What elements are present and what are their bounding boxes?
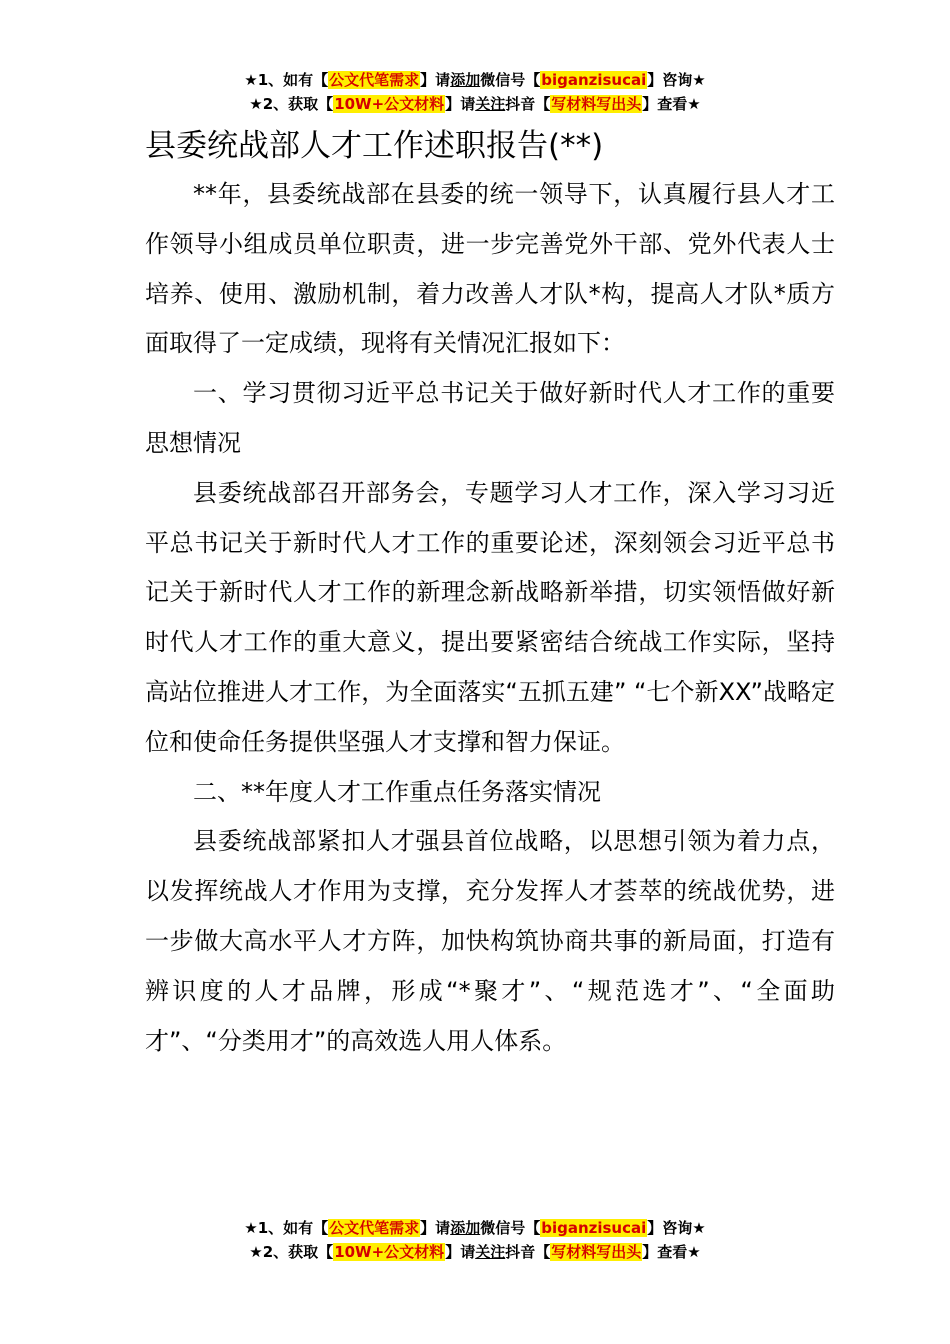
section-heading-2: 二、**年度人才工作重点任务落实情况 — [193, 777, 601, 806]
highlight-materials: 10W+公文材料 — [334, 1243, 445, 1261]
section-heading-1: 一、学习贯彻习近平总书记关于做好新时代人才工作的重要思想情况 — [145, 379, 835, 457]
paragraph-section-1: 县委统战部召开部务会，专题学习人才工作，深入学习习近平总书记关于新时代人才工作的重要论述，深刻领会习近平总书记关于新时代人才工作的新理念新战略新举措，切实领悟做好新时代人才工作的重大意义，提出要紧密结合统战工作实际，坚持高站位推进人才工作，为全面落实“五抓五建” “七个新XX”战略定位和使命任务提供坚强人才支撑和智力保证。 — [145, 478, 835, 756]
highlight-wechat-id: biganzisucai — [541, 71, 647, 89]
highlight-service: 公文代笔需求 — [329, 71, 420, 89]
banner-line-1: ★1、如有【公文代笔需求】请添加微信号【biganzisucai】咨询★ — [244, 71, 706, 89]
highlight-materials: 10W+公文材料 — [334, 95, 445, 113]
document-title: 县委统战部人才工作述职报告(**) — [145, 128, 604, 164]
highlight-douyin-id: 写材料写出头 — [551, 1243, 642, 1261]
paragraph-section-2: 县委统战部紧扣人才强县首位战略，以思想引领为着力点，以发挥统战人才作用为支撑，充分发挥人才荟萃的统战优势，进一步做大高水平人才方阵，加快构筑协商共事的新局面，打造有辨识度的人才品牌，形成“*聚才”、“规范选才”、“全面助才”、“分类用才”的高效选人用人体系。 — [145, 827, 835, 1055]
highlight-douyin-id: 写材料写出头 — [551, 95, 642, 113]
banner-line-1: ★1、如有【公文代笔需求】请添加微信号【biganzisucai】咨询★ — [244, 1219, 706, 1237]
footer-banner — [0, 1216, 950, 1264]
banner-line-2: ★2、获取【10W+公文材料】请关注抖音【写材料写出头】查看★ — [249, 95, 701, 113]
document-body — [145, 170, 835, 1066]
header-banner — [0, 68, 950, 116]
highlight-wechat-id: biganzisucai — [541, 1219, 647, 1237]
paragraph-intro: **年，县委统战部在县委的统一领导下，认真履行县人才工作领导小组成员单位职责，进一步完善党外干部、党外代表人士培养、使用、激励机制，着力改善人才队*构，提高人才队*质方面取得了一定成绩，现将有关情况汇报如下： — [145, 180, 835, 358]
highlight-service: 公文代笔需求 — [329, 1219, 420, 1237]
banner-line-2: ★2、获取【10W+公文材料】请关注抖音【写材料写出头】查看★ — [249, 1243, 701, 1261]
